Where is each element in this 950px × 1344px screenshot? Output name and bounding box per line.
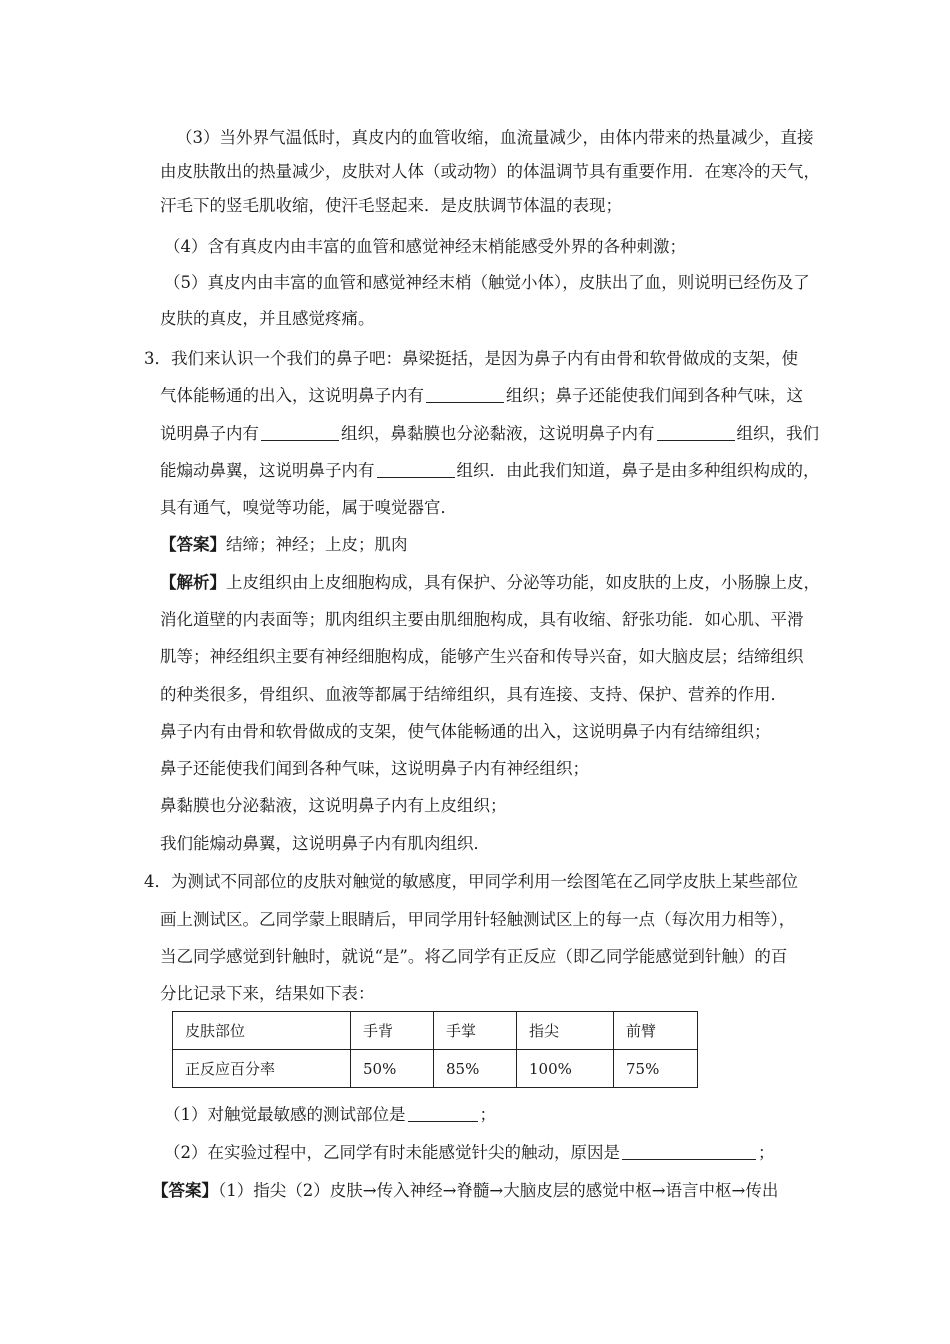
question-3-line-1: 3．我们来认识一个我们的鼻子吧：鼻梁挺括，是因为鼻子内有由骨和软骨做成的支架，使	[144, 349, 798, 368]
analysis-line-5: （5）真皮内由丰富的血管和感觉神经末梢（触觉小体），皮肤出了血，则说明已经伤及了	[164, 273, 810, 292]
answer-blank-2[interactable]	[261, 424, 339, 441]
answer-blank-4[interactable]	[377, 461, 455, 478]
answer-blank-6[interactable]	[622, 1143, 756, 1160]
answer-blank-3[interactable]	[657, 424, 735, 441]
analysis-line-3: （3）当外界气温低时，真皮内的血管收缩，血流量减少，由体内带来的热量减少，直接	[176, 128, 814, 147]
table-cell: 指尖	[517, 1012, 614, 1050]
question-3-analysis-line-8: 我们能煽动鼻翼，这说明鼻子内有肌肉组织．	[160, 834, 490, 853]
question-3-line-5: 具有通气，嗅觉等功能，属于嗅觉器官．	[160, 498, 457, 517]
question-3-analysis-line-7: 鼻黏膜也分泌黏液，这说明鼻子内有上皮组织；	[160, 796, 507, 815]
analysis-line-3c: 汗毛下的竖毛肌收缩，使汗毛竖起来．是皮肤调节体温的表现；	[160, 196, 622, 215]
question-3-analysis-line-3: 肌等；神经组织主要有神经细胞构成，能够产生兴奋和传导兴奋，如大脑皮层；结缔组织	[160, 647, 804, 666]
table-cell: 皮肤部位	[173, 1012, 351, 1050]
table-cell: 50%	[351, 1050, 434, 1088]
question-3-line-2: 气体能畅通的出入，这说明鼻子内有 组织；鼻子还能使我们闻到各种气味，这	[160, 386, 803, 405]
analysis-line-4: （4）含有真皮内由丰富的血管和感觉神经末梢能感受外界的各种刺激；	[164, 237, 686, 256]
answer-blank-5[interactable]	[408, 1105, 478, 1122]
question-4-line-2: 画上测试区。乙同学蒙上眼睛后，甲同学用针轻触测试区上的每一点（每次用力相等），	[160, 910, 796, 929]
question-3-analysis-line-5: 鼻子内有由骨和软骨做成的支架，使气体能畅通的出入，这说明鼻子内有结缔组织；	[160, 722, 771, 741]
question-3-analysis-line-6: 鼻子还能使我们闻到各种气味，这说明鼻子内有神经组织；	[160, 759, 589, 778]
question-4-sub-2: （2）在实验过程中，乙同学有时未能感觉针尖的触动，原因是 ；	[164, 1143, 775, 1162]
answer-blank-1[interactable]	[426, 386, 504, 403]
question-4-line-4: 分比记录下来，结果如下表：	[160, 984, 375, 1003]
table-cell: 正反应百分率	[173, 1050, 351, 1088]
table-cell: 85%	[434, 1050, 517, 1088]
table-cell: 100%	[517, 1050, 614, 1088]
question-3-analysis-line-2: 消化道壁的内表面等；肌肉组织主要由肌细胞构成，具有收缩、舒张功能．如心肌、平滑	[160, 610, 804, 629]
question-3-answer: 【答案】结缔；神经；上皮；肌肉	[160, 535, 408, 554]
table-row	[173, 1050, 698, 1088]
question-3-line-3: 说明鼻子内有 组织，鼻黏膜也分泌黏液，这说明鼻子内有 组织，我们	[160, 424, 819, 443]
question-4-line-3: 当乙同学感觉到针触时，就说“是”。将乙同学有正反应（即乙同学能感觉到针触）的百	[160, 947, 788, 966]
analysis-line-3b: 由皮肤散出的热量减少，皮肤对人体（或动物）的体温调节具有重要作用．在寒冷的天气，	[160, 162, 820, 181]
question-4-line-1: 4．为测试不同部位的皮肤对触觉的敏感度，甲同学利用一绘图笔在乙同学皮肤上某些部位	[144, 872, 798, 891]
question-3-line-4: 能煽动鼻翼，这说明鼻子内有 组织．由此我们知道，鼻子是由多种组织构成的，	[160, 461, 820, 480]
sensitivity-table	[172, 1011, 698, 1088]
question-4-answer: 【答案】（1）指尖（2）皮肤→传入神经→脊髓→大脑皮层的感觉中枢→语言中枢→传出	[152, 1181, 779, 1200]
table-row	[173, 1012, 698, 1050]
question-3-analysis-line-4: 的种类很多，骨组织、血液等都属于结缔组织，具有连接、支持、保护、营养的作用．	[160, 685, 787, 704]
table-cell: 手掌	[434, 1012, 517, 1050]
question-4-sub-1: （1）对触觉最敏感的测试部位是 ；	[164, 1105, 496, 1124]
question-3-analysis-line-1: 【解析】上皮组织由上皮细胞构成，具有保护、分泌等功能，如皮肤的上皮，小肠腺上皮，	[160, 573, 820, 592]
table-cell: 前臂	[614, 1012, 698, 1050]
table-cell: 75%	[614, 1050, 698, 1088]
table-cell: 手背	[351, 1012, 434, 1050]
analysis-line-5b: 皮肤的真皮，并且感觉疼痛。	[160, 309, 375, 328]
